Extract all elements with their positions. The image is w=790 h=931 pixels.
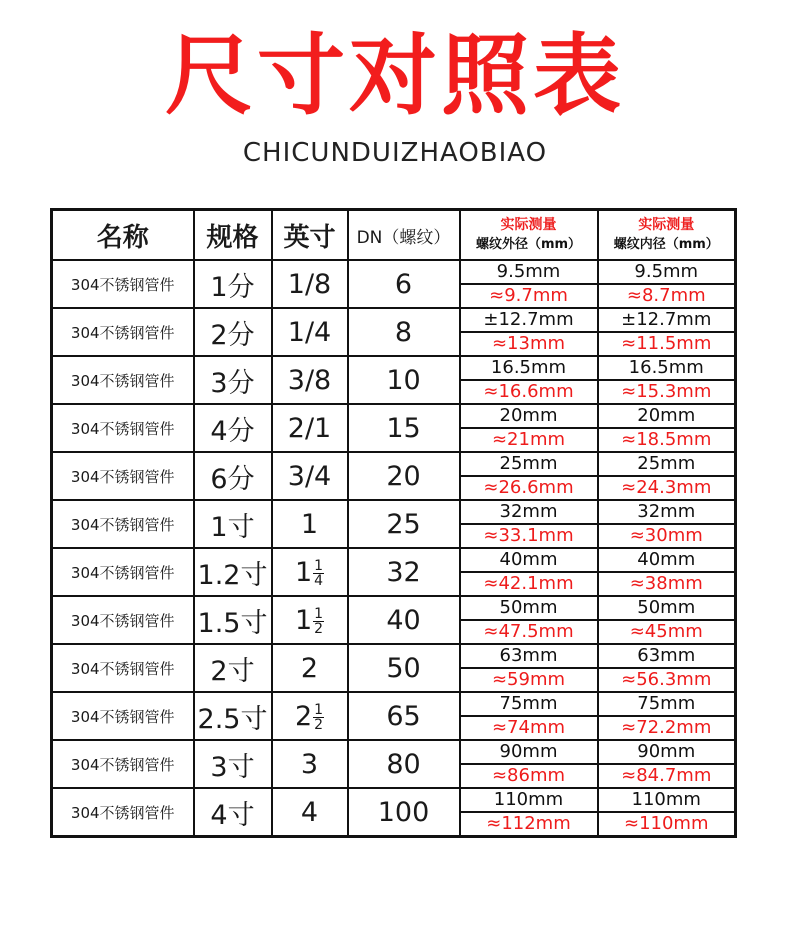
inner-measured: ≈72.2mm: [621, 717, 712, 738]
cell-name: 304不锈钢管件: [52, 644, 194, 692]
inch-numerator: 1: [314, 701, 324, 718]
cell-name: 304不锈钢管件: [52, 500, 194, 548]
table-row: [52, 500, 736, 548]
cell-name: 304不锈钢管件: [52, 452, 194, 500]
cell-dn: 100: [348, 788, 460, 837]
inner-nominal: 50mm: [599, 597, 735, 621]
cell-spec: 3寸: [194, 740, 272, 788]
cell-inch: 3/8: [272, 356, 348, 404]
cell-dn: 20: [348, 452, 460, 500]
inner-measured: ≈11.5mm: [621, 333, 712, 354]
table-row: [52, 356, 736, 404]
outer-nominal: 16.5mm: [461, 357, 597, 381]
cell-inner: [598, 596, 736, 644]
cell-inner: [598, 548, 736, 596]
outer-nominal: ±12.7mm: [461, 309, 597, 333]
cell-outer: [460, 500, 598, 548]
cell-dn: 32: [348, 548, 460, 596]
header-inch: 英寸: [272, 210, 348, 261]
cell-inner: [598, 356, 736, 404]
outer-nominal: 20mm: [461, 405, 597, 429]
outer-measured: ≈59mm: [491, 669, 566, 690]
cell-dn: 25: [348, 500, 460, 548]
outer-nominal: 75mm: [461, 693, 597, 717]
cell-name: 304不锈钢管件: [52, 260, 194, 308]
cell-inch: 1/4: [272, 308, 348, 356]
outer-measured: ≈26.6mm: [483, 477, 574, 498]
inch-fraction: [313, 703, 324, 732]
inner-nominal: 25mm: [599, 453, 735, 477]
outer-measured: ≈47.5mm: [483, 621, 574, 642]
outer-measured: ≈13mm: [491, 333, 566, 354]
cell-name: 304不锈钢管件: [52, 404, 194, 452]
table-row: [52, 596, 736, 644]
cell-inch: 1/8: [272, 260, 348, 308]
cell-dn: 40: [348, 596, 460, 644]
cell-spec: 3分: [194, 356, 272, 404]
cell-dn: 10: [348, 356, 460, 404]
inner-nominal: 63mm: [599, 645, 735, 669]
inner-nominal: 9.5mm: [599, 261, 735, 285]
inch-whole: 1: [294, 604, 313, 636]
cell-spec: 1.2寸: [194, 548, 272, 596]
outer-nominal: 40mm: [461, 549, 597, 573]
inch-denominator: 2: [314, 716, 324, 733]
page-subtitle: CHICUNDUIZHAOBIAO: [242, 138, 548, 168]
table-row: [52, 308, 736, 356]
table-row: [52, 548, 736, 596]
inch-numerator: 1: [314, 605, 324, 622]
table-row: [52, 404, 736, 452]
cell-spec: 2寸: [194, 644, 272, 692]
outer-measured: ≈74mm: [491, 717, 566, 738]
inner-measured: ≈18.5mm: [621, 429, 712, 450]
table-row: [52, 644, 736, 692]
inner-nominal: ±12.7mm: [599, 309, 735, 333]
inch-fraction: [313, 607, 324, 636]
header-outer-diameter: [460, 210, 598, 261]
cell-outer: [460, 260, 598, 308]
inner-nominal: 90mm: [599, 741, 735, 765]
inner-measured: ≈38mm: [629, 573, 703, 594]
outer-measured: ≈16.6mm: [483, 381, 574, 402]
header-inner-top: 实际测量: [638, 217, 695, 233]
cell-inch: 3: [272, 740, 348, 788]
outer-nominal: 25mm: [461, 453, 597, 477]
inner-nominal: 40mm: [599, 549, 735, 573]
header-inner-diameter: [598, 210, 736, 261]
inch-denominator: 4: [314, 572, 324, 589]
table-row: [52, 692, 736, 740]
outer-measured: ≈21mm: [491, 429, 566, 450]
cell-spec: 2.5寸: [194, 692, 272, 740]
outer-measured: ≈86mm: [491, 765, 566, 786]
cell-outer: [460, 644, 598, 692]
cell-inner: [598, 500, 736, 548]
inner-measured: ≈84.7mm: [621, 765, 712, 786]
outer-nominal: 50mm: [461, 597, 597, 621]
inner-measured: ≈45mm: [629, 621, 703, 642]
inner-measured: ≈56.3mm: [621, 669, 712, 690]
header-spec: 规格: [194, 210, 272, 261]
inch-whole: 2: [294, 700, 313, 732]
cell-inner: [598, 644, 736, 692]
cell-inch: 2: [272, 644, 348, 692]
cell-spec: 1寸: [194, 500, 272, 548]
cell-dn: 8: [348, 308, 460, 356]
cell-name: 304不锈钢管件: [52, 692, 194, 740]
cell-name: 304不锈钢管件: [52, 308, 194, 356]
cell-spec: 1分: [194, 260, 272, 308]
cell-dn: 65: [348, 692, 460, 740]
cell-name: 304不锈钢管件: [52, 596, 194, 644]
outer-nominal: 63mm: [461, 645, 597, 669]
cell-name: 304不锈钢管件: [52, 740, 194, 788]
cell-dn: 15: [348, 404, 460, 452]
cell-inner: [598, 740, 736, 788]
inner-measured: ≈30mm: [629, 525, 703, 546]
header-dn: DN（螺纹）: [348, 210, 460, 261]
cell-outer: [460, 740, 598, 788]
table-header-row: [52, 210, 736, 261]
cell-spec: 4寸: [194, 788, 272, 837]
outer-measured: ≈42.1mm: [483, 573, 574, 594]
inner-nominal: 75mm: [599, 693, 735, 717]
inner-measured: ≈110mm: [623, 813, 709, 834]
cell-inner: [598, 452, 736, 500]
inch-numerator: 1: [314, 557, 324, 574]
cell-inner: [598, 788, 736, 837]
cell-inch: 4: [272, 788, 348, 837]
table-row: [52, 740, 736, 788]
cell-inner: [598, 308, 736, 356]
header-name: 名称: [52, 210, 194, 261]
cell-inch: 3/4: [272, 452, 348, 500]
cell-outer: [460, 356, 598, 404]
cell-name: 304不锈钢管件: [52, 356, 194, 404]
table-row: [52, 260, 736, 308]
inner-measured: ≈8.7mm: [626, 285, 706, 306]
outer-nominal: 90mm: [461, 741, 597, 765]
cell-dn: 6: [348, 260, 460, 308]
cell-inner: [598, 692, 736, 740]
cell-dn: 80: [348, 740, 460, 788]
inner-nominal: 16.5mm: [599, 357, 735, 381]
cell-name: 304不锈钢管件: [52, 548, 194, 596]
cell-spec: 6分: [194, 452, 272, 500]
table-row: [52, 452, 736, 500]
table-row: [52, 788, 736, 837]
cell-inch: [272, 692, 348, 740]
outer-nominal: 9.5mm: [461, 261, 597, 285]
cell-outer: [460, 692, 598, 740]
cell-spec: 1.5寸: [194, 596, 272, 644]
inner-measured: ≈15.3mm: [621, 381, 712, 402]
inner-measured: ≈24.3mm: [621, 477, 712, 498]
cell-dn: 50: [348, 644, 460, 692]
cell-outer: [460, 308, 598, 356]
inch-whole: 1: [294, 556, 313, 588]
cell-outer: [460, 404, 598, 452]
cell-spec: 2分: [194, 308, 272, 356]
cell-inch: [272, 548, 348, 596]
outer-nominal: 110mm: [461, 789, 597, 813]
header-outer-top: 实际测量: [500, 217, 557, 233]
cell-spec: 4分: [194, 404, 272, 452]
cell-outer: [460, 548, 598, 596]
inner-nominal: 110mm: [599, 789, 735, 813]
cell-name: 304不锈钢管件: [52, 788, 194, 837]
inch-denominator: 2: [314, 620, 324, 637]
outer-measured: ≈33.1mm: [483, 525, 574, 546]
cell-inch: [272, 596, 348, 644]
cell-outer: [460, 596, 598, 644]
inner-nominal: 20mm: [599, 405, 735, 429]
cell-inch: 2/1: [272, 404, 348, 452]
cell-outer: [460, 452, 598, 500]
size-comparison-table: [50, 208, 737, 838]
inch-fraction: [313, 559, 324, 588]
outer-nominal: 32mm: [461, 501, 597, 525]
cell-inner: [598, 404, 736, 452]
cell-inner: [598, 260, 736, 308]
cell-inch: 1: [272, 500, 348, 548]
cell-outer: [460, 788, 598, 837]
outer-measured: ≈9.7mm: [489, 285, 568, 306]
header-outer-bottom: 螺纹外径（mm）: [475, 237, 582, 252]
header-inner-bottom: 螺纹内径（mm）: [613, 237, 719, 252]
inner-nominal: 32mm: [599, 501, 735, 525]
outer-measured: ≈112mm: [486, 813, 571, 834]
page-title: 尺寸对照表: [164, 24, 625, 127]
